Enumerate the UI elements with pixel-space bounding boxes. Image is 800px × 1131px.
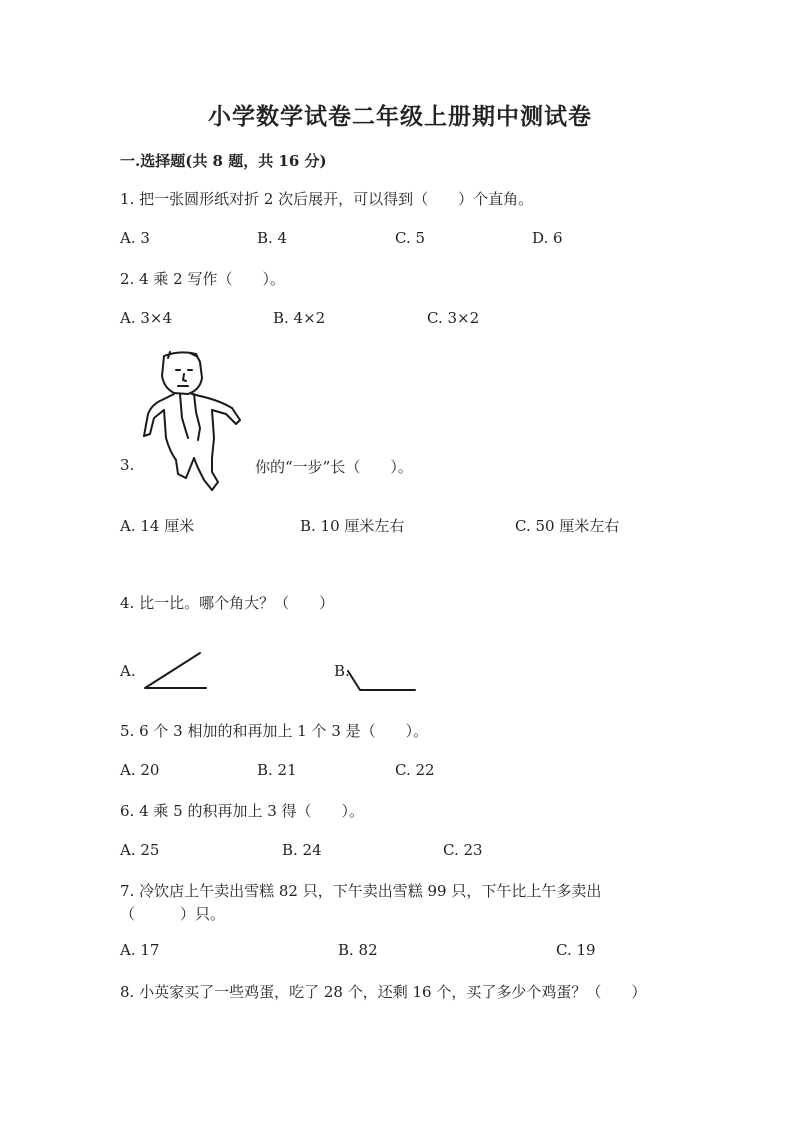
question-3-number: 3. xyxy=(120,456,135,474)
question-2-text: 2. 4 乘 2 写作（ ）。 xyxy=(120,270,285,288)
question-7-option-a[interactable]: A. 17 xyxy=(120,941,160,959)
question-5-option-b[interactable]: B. 21 xyxy=(257,761,297,779)
question-2-option-c[interactable]: C. 3×2 xyxy=(427,309,480,327)
question-4-option-b[interactable]: B. xyxy=(334,662,350,680)
question-3-text: 你的“一步”长（ ）。 xyxy=(255,458,413,476)
section-heading: 一.选择题(共 8 题，共 16 分) xyxy=(120,152,327,170)
question-1-option-c[interactable]: C. 5 xyxy=(395,229,426,247)
question-6-option-b[interactable]: B. 24 xyxy=(282,841,322,859)
question-1-option-b[interactable]: B. 4 xyxy=(257,229,288,247)
question-1-option-d[interactable]: D. 6 xyxy=(532,229,563,247)
question-6-option-a[interactable]: A. 25 xyxy=(120,841,160,859)
question-3-option-b[interactable]: B. 10 厘米左右 xyxy=(300,517,405,535)
question-3-option-a[interactable]: A. 14 厘米 xyxy=(120,517,195,535)
question-6-option-c[interactable]: C. 23 xyxy=(443,841,483,859)
question-2-option-a[interactable]: A. 3×4 xyxy=(120,309,173,327)
angle-a-figure xyxy=(140,650,210,692)
question-4-text: 4. 比一比。哪个角大？（ ） xyxy=(120,594,335,612)
question-7-option-b[interactable]: B. 82 xyxy=(338,941,378,959)
question-3-option-c[interactable]: C. 50 厘米左右 xyxy=(515,517,620,535)
question-4-option-a[interactable]: A. xyxy=(120,662,136,680)
question-5-option-a[interactable]: A. 20 xyxy=(120,761,160,779)
page-title: 小学数学试卷二年级上册期中测试卷 xyxy=(208,103,592,130)
angle-b-figure xyxy=(345,668,420,694)
question-7-option-c[interactable]: C. 19 xyxy=(556,941,596,959)
question-5-option-c[interactable]: C. 22 xyxy=(395,761,435,779)
question-2-option-b[interactable]: B. 4×2 xyxy=(273,309,326,327)
question-7-text: 7. 冷饮店上午卖出雪糕 82 只，下午卖出雪糕 99 只，下午比上午多卖出 xyxy=(120,882,602,900)
question-1-option-a[interactable]: A. 3 xyxy=(120,229,150,247)
question-6-text: 6. 4 乘 5 的积再加上 3 得（ ）。 xyxy=(120,802,365,820)
question-7-text-line2: （ ）只。 xyxy=(120,905,226,923)
question-1-text: 1. 把一张圆形纸对折 2 次后展开，可以得到（ ）个直角。 xyxy=(120,190,534,208)
question-5-text: 5. 6 个 3 相加的和再加上 1 个 3 是（ ）。 xyxy=(120,722,429,740)
walking-person-figure xyxy=(140,348,250,493)
question-8-text: 8. 小英家买了一些鸡蛋，吃了 28 个，还剩 16 个，买了多少个鸡蛋？（ ） xyxy=(120,983,647,1001)
